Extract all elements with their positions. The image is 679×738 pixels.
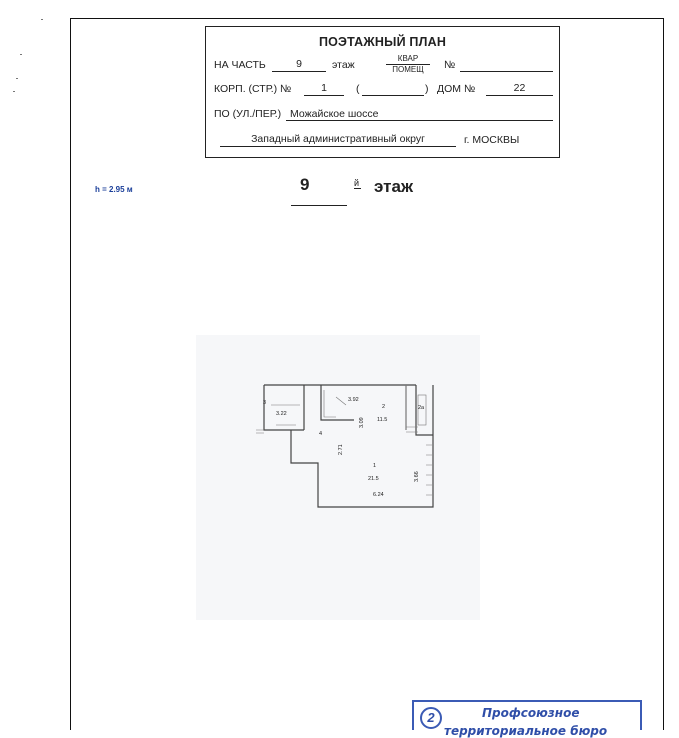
room-4-number: 4 bbox=[319, 431, 323, 437]
kvar-label: КВАР bbox=[386, 54, 430, 65]
dim-6-24: 6.24 bbox=[373, 492, 384, 498]
dim-3-92: 3.92 bbox=[348, 397, 359, 403]
street-label: ПО (УЛ./ПЕР.) bbox=[214, 108, 282, 120]
kvar-pomeshch-fraction bbox=[386, 54, 430, 75]
na-chast-label: НА ЧАСТЬ bbox=[214, 59, 266, 71]
dim-3-66: 3.66 bbox=[414, 471, 420, 482]
stamp-line2: территориальное бюро bbox=[444, 724, 608, 738]
floor-word: этаж bbox=[374, 177, 413, 196]
room-1-number: 1 bbox=[373, 463, 377, 469]
room-3-number: 3 bbox=[263, 400, 267, 406]
kvar-number-underline bbox=[460, 59, 553, 72]
dom-value: 22 bbox=[513, 82, 526, 94]
floor-number: 9 bbox=[300, 175, 310, 194]
room-2a-number: 2а bbox=[418, 405, 425, 411]
number-sign: № bbox=[444, 59, 456, 71]
dim-2-71: 2.71 bbox=[338, 444, 344, 455]
office-stamp bbox=[412, 700, 642, 738]
room-3-area: 3.22 bbox=[276, 411, 287, 417]
korp-label: КОРП. (СТР.) № bbox=[214, 83, 292, 95]
floor-suffix-underline bbox=[354, 188, 361, 189]
ceiling-height-label: h = 2.95 м bbox=[95, 185, 133, 194]
paren-close: ) bbox=[425, 83, 429, 95]
korp-value: 1 bbox=[321, 82, 327, 94]
title-heading: ПОЭТАЖНЫЙ ПЛАН bbox=[318, 35, 447, 49]
room-1-area: 21.5 bbox=[368, 476, 379, 482]
floor-number-underline bbox=[291, 205, 347, 206]
street-value: Можайское шоссе bbox=[290, 108, 379, 120]
stamp-line1: Профсоюзное bbox=[482, 706, 580, 720]
pomeshch-label: ПОМЕЩ bbox=[392, 65, 424, 74]
na-chast-value: 9 bbox=[296, 58, 302, 70]
room-2-number: 2 bbox=[382, 404, 386, 410]
floor-suffix: й bbox=[354, 178, 360, 188]
stroenie-underline bbox=[362, 83, 424, 96]
plan-walls bbox=[264, 385, 433, 507]
okrug-value: Западный административный округ bbox=[251, 133, 425, 145]
title-block bbox=[205, 26, 560, 158]
dom-label: ДОМ № bbox=[437, 83, 476, 95]
etazh-label: этаж bbox=[332, 59, 355, 71]
floor-plan-drawing bbox=[196, 335, 480, 620]
paren-open: ( bbox=[356, 83, 360, 95]
stamp-number: 2 bbox=[420, 707, 442, 729]
room-2-area: 11.5 bbox=[377, 417, 388, 423]
dim-3-09: 3.09 bbox=[359, 417, 365, 428]
city-label: г. МОСКВЫ bbox=[464, 134, 520, 146]
